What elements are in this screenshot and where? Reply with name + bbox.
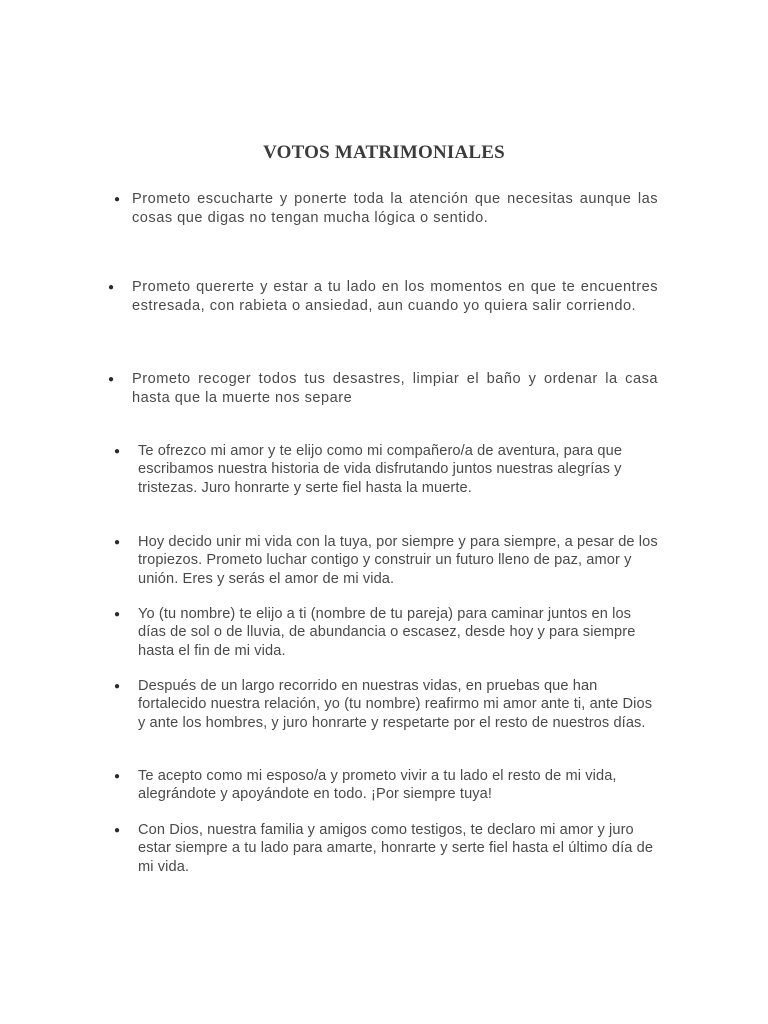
bullet-icon: ● [114,681,121,692]
document-title: VOTOS MATRIMONIALES [263,142,505,163]
bullet-icon: ● [114,609,121,620]
vow-text: Prometo quererte y estar a tu lado en los momentos en que te encuentres estresada, con rabieta o ansiedad, aun cuando yo quiera salir corriendo. [132,279,658,314]
bullet-icon: ● [114,771,121,782]
vow-text: Yo (tu nombre) te elijo a ti (nombre de tu pareja) para caminar juntos en los días de sol o de lluvia, de abundancia o escasez, desde hoy y para siempre hasta el fin de mi vida. [138,606,636,659]
bullet-icon: ● [114,446,121,457]
vow-text: Con Dios, nuestra familia y amigos como testigos, te declaro mi amor y juro estar siempre a tu lado para amarte, honrarte y serte fiel hasta el último día de mi vida. [138,822,654,875]
bullet-icon: ● [114,825,121,836]
bullet-icon: ● [108,374,115,385]
vow-text: Te ofrezco mi amor y te elijo como mi compañero/a de aventura, para que escribamos nuestra historia de vida disfrutando juntos nuestras alegrías y tristezas. Juro honrarte y serte fiel hasta la muerte. [138,443,623,496]
bullet-icon: ● [114,537,121,548]
bullet-icon: ● [114,194,121,205]
vow-text: Hoy decido unir mi vida con la tuya, por siempre y para siempre, a pesar de los tropiezos. Prometo luchar contigo y construir un futuro lleno de paz, amor y unión. Eres y serás el amor de mi vida. [138,534,658,587]
vow-text: Prometo recoger todos tus desastres, limpiar el baño y ordenar la casa hasta que la muerte nos separe [132,371,658,406]
vow-text: Te acepto como mi esposo/a y prometo vivir a tu lado el resto de mi vida, alegrándote y apoyándote en todo. ¡Por siempre tuya! [138,768,617,803]
vow-text: Prometo escucharte y ponerte toda la atención que necesitas aunque las cosas que digas no tengan mucha lógica o sentido. [132,191,658,226]
bullet-icon: ● [108,282,115,293]
vow-text: Después de un largo recorrido en nuestras vidas, en pruebas que han fortalecido nuestra relación, yo (tu nombre) reafirmo mi amor ante ti, ante Dios y ante los hombres, y juro honrarte y respetarte por el resto de nuestros días. [138,678,653,731]
